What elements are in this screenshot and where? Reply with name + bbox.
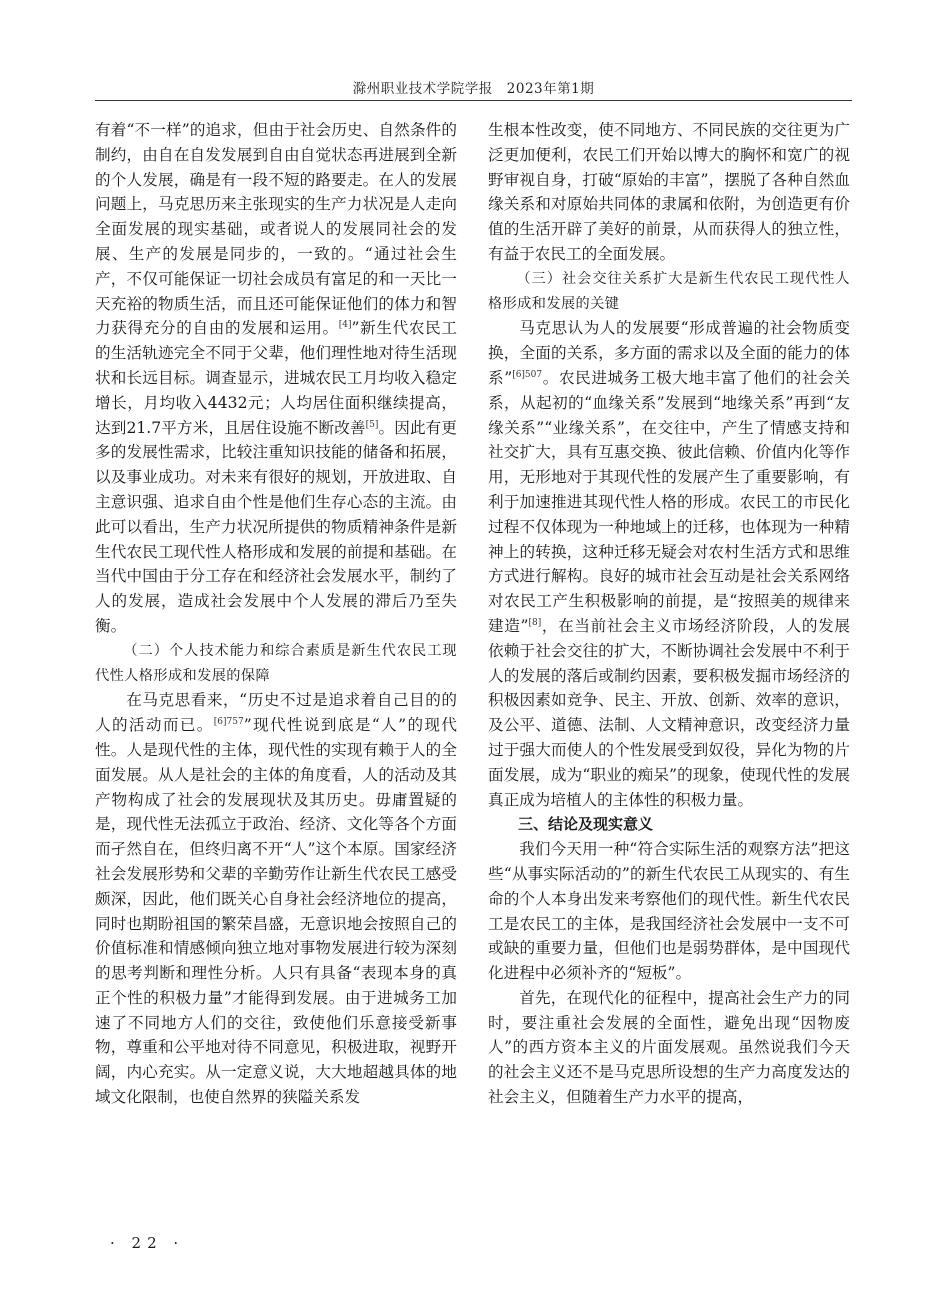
journal-issue: 2023年第1期	[506, 81, 595, 97]
paragraph: 在马克思看来，“历史不过是追求着自己目的的人的活动而已。$^{[6]757}$”现代性说到底是“人”的现代性。人是现代性的主体，现代性的实现有赖于人的全面发展。从人是社会的主体的角度看，人的活动及其产物构成了社会的发展现状及其历史。毋庸置疑的是，现代性无法孤立于政治、经济、文化等各个方面而孑然自在，但终归离不开“人”这个本原。国家经济社会发展形势和父辈的辛勤劳作让新生代农民工感受颇深，因此，他们既关心自身社会经济地位的提高，同时也期盼祖国的繁荣昌盛，无意识地会按照自己的价值标准和情感倾向独立地对事物发展进行较为深刻的思考判断和理性分析。人只有具备“表现本身的真正个性的积极力量”才能得到发展。由于进城务工加速了不同地方人们的交往，致使他们乐意接受新事物，尊重和公平地对待不同意见，积极进取，视野开阔，内心充实。从一定意义说，大大地超越具体的地域文化限制，也使自然界的狭隘关系发	[95, 691, 457, 1107]
running-header	[95, 77, 852, 97]
page-number: · 22 ·	[110, 1234, 185, 1252]
subsection-heading: （二）个人技术能力和综合素质是新生代农民工现代性人格形成和发展的保障	[95, 642, 457, 684]
paragraph: 我们今天用一种“符合实际生活的观察方法”把这些“从事实际活动的”的新生代农民工从现实的、有生命的个人本身出发来考察他们的现代性。新生代农民工是农民工的主体，是我国经济社会发展中一支不可或缺的重要力量，但他们也是弱势群体，是中国现代化进程中必须补齐的“短板”。	[488, 840, 850, 983]
paragraph: 马克思认为人的发展要“形成普遍的社会物质变换，全面的关系，多方面的需求以及全面的能力的体系”$^{[6]507}$。农民进城务工极大地丰富了他们的社会关系，从起初的“血缘关系”发展到“地缘关系”再到“友缘关系”“业缘关系”，在交往中，产生了情感支持和社交扩大，具有互惠交换、彼此信赖、价值内化等作用，无形地对于其现代性的发展产生了重要影响，有利于加速推进其现代性人格的形成。农民工的市民化过程不仅体现为一种地域上的迁移，也体现为一种精神上的转换，这种迁移无疑会对农村生活方式和思维方式进行解构。良好的城市社会互动是社会关系网络对农民工产生积极影响的前提，是“按照美的规律来建造”[8]，在当前社会主义市场经济阶段，人的发展依赖于社会交往的扩大，不断协调社会发展中不利于人的发展的落后或制约因素，要积极发掘市场经济的积极因素如竞争、民主、开放、创新、效率的意识，及公平、道德、法制、人文精神意识，改变经济力量过于强大而使人的个性发展受到奴役，异化为物的片面发展，成为“职业的痴呆”的现象，使现代性的发展真正成为培植人的主体性的积极力量。	[488, 319, 850, 809]
header-rule	[95, 100, 852, 101]
citation-ref: [6]757	[213, 716, 244, 727]
paragraph: 首先，在现代化的征程中，提高社会生产力的同时，要注重社会发展的全面性，避免出现“因物废人”的西方资本主义的片面发展观。虽然说我们今天的社会主义还不是马克思所设想的生产力高度发达的社会主义，但随着生产力水平的提高，	[488, 988, 850, 1107]
citation-ref: [8]	[528, 617, 542, 628]
section-heading: 三、结论及现实意义	[518, 815, 654, 834]
paragraph: 生根本性改变，使不同地方、不同民族的交往更为广泛更加便利，农民工们开始以博大的胸怀和宽广的视野审视自身，打破“原始的丰富”，摆脱了各种自然血缘关系和对原始共同体的隶属和依附，为创造更有价值的生活开辟了美好的前景，从而获得人的独立性，有益于农民工的全面发展。	[488, 121, 850, 263]
left-column	[95, 118, 457, 1110]
citation-ref: [5]	[365, 419, 379, 430]
right-column	[488, 118, 850, 1110]
subsection-heading: （三）社会交往关系扩大是新生代农民工现代性人格形成和发展的关键	[488, 270, 850, 312]
citation-ref: [4]	[338, 320, 352, 331]
citation-ref: [6]507	[512, 369, 543, 380]
paragraph: 有着“不一样”的追求，但由于社会历史、自然条件的制约，由自在自发发展到自由自觉状态再进展到全新的个人发展，确是有一段不短的路要走。在人的发展问题上，马克思历来主张现实的生产力状况是人走向全面发展的现实基础，或者说人的发展同社会的发展、生产的发展是同步的，一致的。“通过社会生产，不仅可能保证一切社会成员有富足的和一天比一天充裕的物质生活，而且还可能保证他们的体力和智力获得充分的自由的发展和运用。[4]”新生代农民工的生活轨迹完全不同于父辈，他们理性地对待生活现状和长远目标。调查显示，进城农民工月均收入稳定增长，月均收入4432元；人均居住面积继续提高，达到21.7平方米，且居住设施不断改善[5]。因此有更多的发展性需求，比较注重知识技能的储备和拓展，以及事业成功。对未来有很好的规划，开放进取、自主意识强、追求自由个性是他们生存心态的主流。由此可以看出，生产力状况所提供的物质精神条件是新生代农民工现代性人格形成和发展的前提和基础。在当代中国由于分工存在和经济社会发展水平，制约了人的发展，造成社会发展中个人发展的滞后乃至失衡。	[95, 121, 457, 635]
journal-name: 滁州职业技术学院学报	[352, 81, 493, 97]
